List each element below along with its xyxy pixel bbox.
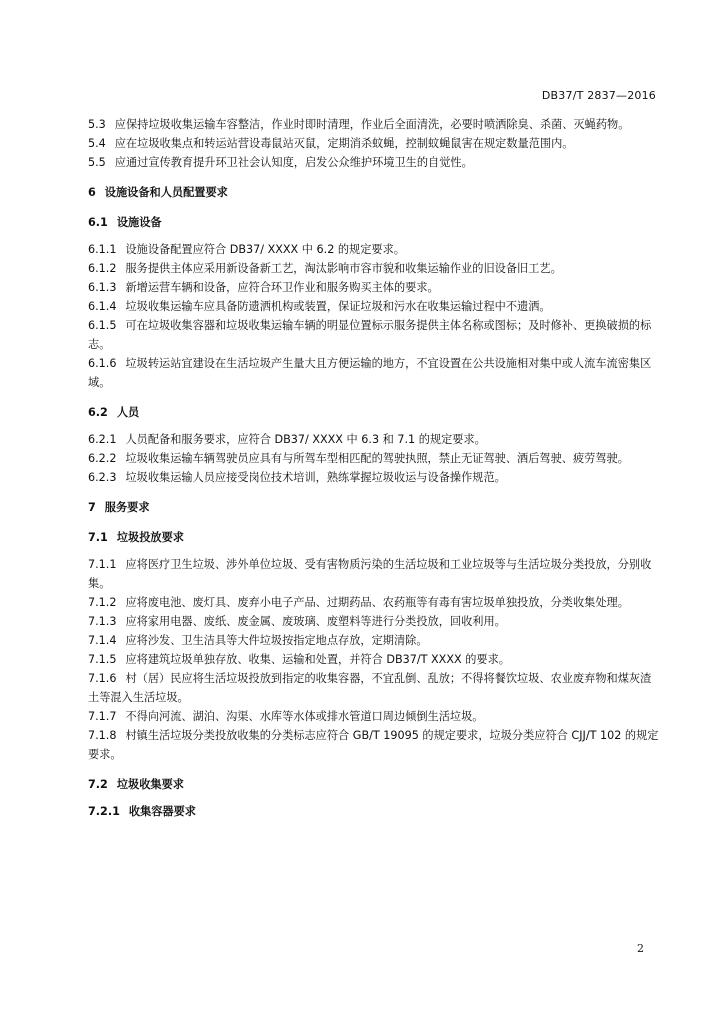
page-number: 2: [637, 942, 644, 955]
section-title: 垃圾投放要求: [116, 531, 184, 544]
clause-number: 6.1.2: [88, 262, 117, 275]
section-title: 服务要求: [104, 501, 150, 514]
clause-7-1-6: [88, 669, 660, 707]
clause-text: 应将医疗卫生垃圾、涉外单位垃圾、受有害物质污染的生活垃圾和工业垃圾等与生活垃圾分类投放，分别收集。: [88, 558, 652, 590]
clause-7-1-8: [88, 726, 660, 764]
section-number: 7.2.1: [88, 805, 120, 818]
clause-number: 6.2.1: [88, 433, 117, 446]
clause-number: 6.1.5: [88, 319, 117, 332]
clause-number: 7.1.2: [88, 596, 117, 609]
clause-text: 村（居）民应将生活垃圾投放到指定的收集容器，不宜乱倒、乱放；不得将餐饮垃圾、农业废弃物和煤灰渣土等混入生活垃圾。: [88, 672, 652, 704]
clause-text: 垃圾收集运输车辆驾驶员应具有与所驾车型相匹配的驾驶执照，禁止无证驾驶、酒后驾驶、疲劳驾驶。: [125, 452, 629, 465]
section-7-heading: [88, 498, 660, 517]
clause-text: 设施设备配置应符合 DB37/ XXXX 中 6.2 的规定要求。: [125, 243, 405, 256]
clause-number: 7.1.3: [88, 615, 117, 628]
section-6-heading: [88, 183, 660, 202]
clause-5-5: [88, 153, 660, 172]
section-number: 6: [88, 186, 96, 199]
clause-7-1-4: [88, 631, 660, 650]
clause-text: 应将建筑垃圾单独存放、收集、运输和处置，并符合 DB37/T XXXX 的要求。: [125, 653, 510, 666]
section-number: 7.2: [88, 778, 108, 791]
clause-text: 应通过宣传教育提升环卫社会认知度，启发公众维护环境卫生的自觉性。: [114, 156, 473, 169]
clause-7-1-5: [88, 650, 660, 669]
section-number: 7.1: [88, 531, 108, 544]
clause-6-1-3: [88, 278, 660, 297]
section-6-2-heading: [88, 403, 660, 422]
clause-7-1-3: [88, 612, 660, 631]
clause-7-1-1: [88, 555, 660, 593]
clause-number: 7.1.1: [88, 558, 117, 571]
clause-text: 可在垃圾收集容器和垃圾收集运输车辆的明显位置标示服务提供主体名称或图标；及时修补、更换破损的标志。: [88, 319, 652, 351]
clause-text: 新增运营车辆和设备，应符合环卫作业和服务购买主体的要求。: [125, 281, 439, 294]
clause-text: 人员配备和服务要求，应符合 DB37/ XXXX 中 6.3 和 7.1 的规定要求。: [125, 433, 486, 446]
section-7-2-heading: [88, 775, 660, 794]
document-code: DB37/T 2837—2016: [541, 89, 656, 102]
clause-6-1-1: [88, 240, 660, 259]
clause-text: 垃圾转运站宜建设在生活垃圾产生量大且方便运输的地方，不宜设置在公共设施相对集中或人流车流密集区域。: [88, 357, 652, 389]
clause-text: 应在垃圾收集点和转运站营设毒鼠站灭鼠，定期消杀蚊蝇，控制蚊蝇鼠害在规定数量范围内。: [114, 137, 574, 150]
clause-6-2-3: [88, 468, 660, 487]
clause-number: 7.1.6: [88, 672, 117, 685]
section-title: 收集容器要求: [128, 805, 196, 818]
clause-text: 应将家用电器、废纸、废金属、废玻璃、废塑料等进行分类投放，回收利用。: [125, 615, 506, 628]
section-title: 设施设备: [116, 216, 162, 229]
clause-6-1-4: [88, 297, 660, 316]
clause-number: 7.1.5: [88, 653, 117, 666]
clause-text: 应将沙发、卫生洁具等大件垃圾按指定地点存放，定期清除。: [125, 634, 428, 647]
clause-text: 村镇生活垃圾分类投放收集的分类标志应符合 GB/T 19095 的规定要求，垃圾分类应符合 CJJ/T 102 的规定要求。: [88, 729, 659, 761]
clause-text: 服务提供主体应采用新设备新工艺，淘汰影响市容市貌和收集运输作业的旧设备旧工艺。: [125, 262, 562, 275]
clause-number: 6.2.3: [88, 471, 117, 484]
section-title: 垃圾收集要求: [116, 778, 184, 791]
clause-7-1-7: [88, 707, 660, 726]
section-7-1-heading: [88, 528, 660, 547]
clause-number: 7.1.7: [88, 710, 117, 723]
clause-number: 6.2.2: [88, 452, 117, 465]
clause-5-3: [88, 115, 660, 134]
clause-text: 垃圾收集运输人员应接受岗位技术培训，熟练掌握垃圾收运与设备操作规范。: [125, 471, 506, 484]
clause-number: 5.4: [88, 137, 106, 150]
clause-text: 应将废电池、废灯具、废弃小电子产品、过期药品、农药瓶等有毒有害垃圾单独投放，分类收集处理。: [125, 596, 629, 609]
section-6-1-heading: [88, 213, 660, 232]
clause-number: 6.1.4: [88, 300, 117, 313]
clause-6-2-1: [88, 430, 660, 449]
clause-number: 6.1.3: [88, 281, 117, 294]
clause-6-1-2: [88, 259, 660, 278]
section-number: 7: [88, 501, 96, 514]
clause-number: 7.1.8: [88, 729, 117, 742]
clause-number: 7.1.4: [88, 634, 117, 647]
section-number: 6.2: [88, 406, 108, 419]
document-body: [88, 115, 660, 821]
section-title: 人员: [116, 406, 140, 419]
clause-7-1-2: [88, 593, 660, 612]
section-7-2-1-heading: [88, 802, 660, 821]
section-title: 设施设备和人员配置要求: [104, 186, 228, 199]
clause-number: 5.3: [88, 118, 106, 131]
clause-text: 应保持垃圾收集运输车容整洁，作业时即时清理，作业后全面清洗，必要时喷洒除臭、杀菌、灭蝇药物。: [114, 118, 630, 131]
clause-6-2-2: [88, 449, 660, 468]
clause-5-4: [88, 134, 660, 153]
clause-text: 垃圾收集运输车应具备防遗洒机构或装置，保证垃圾和污水在收集运输过程中不遗洒。: [125, 300, 551, 313]
clause-6-1-5: [88, 316, 660, 354]
clause-text: 不得向河流、湖泊、沟渠、水库等水体或排水管道口周边倾倒生活垃圾。: [125, 710, 484, 723]
clause-number: 6.1.6: [88, 357, 117, 370]
clause-number: 5.5: [88, 156, 106, 169]
clause-number: 6.1.1: [88, 243, 117, 256]
section-number: 6.1: [88, 216, 108, 229]
clause-6-1-6: [88, 354, 660, 392]
